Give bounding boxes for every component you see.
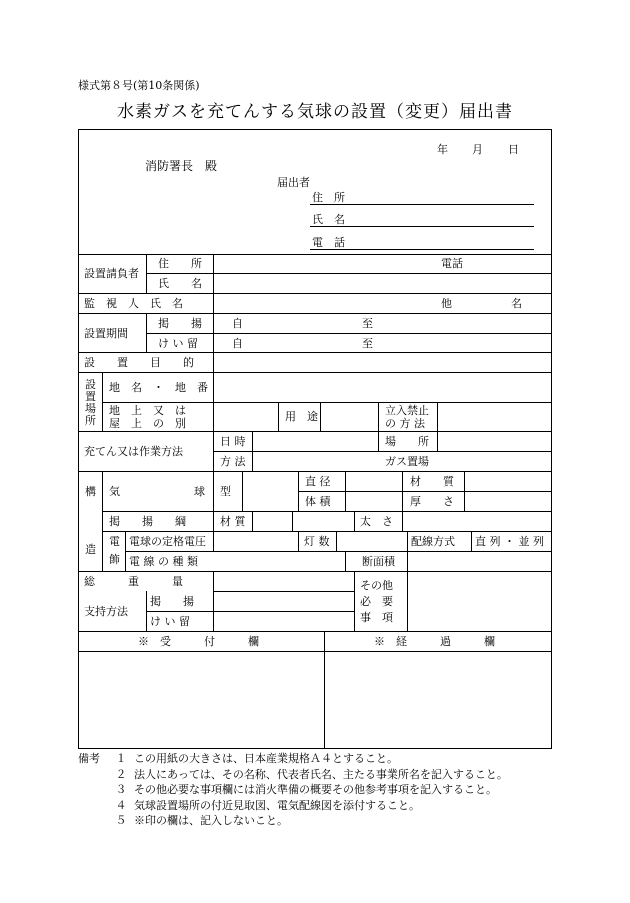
- other-matters-label-2: 必 要: [360, 595, 393, 608]
- name-line: [310, 226, 534, 227]
- wire-type-label: 電 線 の 種 類: [129, 555, 198, 568]
- purpose-label: 設 置 目 的: [84, 356, 194, 369]
- contractor-address-label: 住 所: [158, 257, 202, 270]
- form-number: 様式第８号(第10条関係): [78, 79, 200, 92]
- noentry-label-2: の 方 法: [385, 417, 425, 430]
- note-item: ２ 法人にあっては、その名称、代表者氏名、主たる事業所名を記入すること。: [115, 767, 508, 781]
- raise-to: 至: [362, 317, 373, 330]
- raise-net-label: 掲 揚 綱: [109, 515, 186, 528]
- period-moor-label: け い 留: [158, 337, 198, 350]
- address-line: [310, 204, 534, 205]
- series-parallel-label: 直 列 ・ 並 列: [475, 535, 544, 548]
- notes-heading: 備考: [78, 752, 100, 765]
- volume-label: 体 積: [305, 495, 331, 508]
- period-label: 設置期間: [84, 327, 128, 340]
- method-label: 方 法: [220, 455, 246, 468]
- form-title: 水素ガスを充てんする気球の設置（変更）届出書: [117, 102, 513, 122]
- day-label: 日: [508, 143, 519, 156]
- rated-voltage-label: 電球の定格電圧: [129, 535, 206, 548]
- structure-label-1: 構: [85, 485, 96, 498]
- note-item: ４ 気球設置場所の付近見取図、電気配線図を添付すること。: [115, 798, 420, 812]
- lamp-count-label: 灯 数: [304, 535, 330, 548]
- place-label-2: 置: [85, 390, 96, 403]
- material-label: 材 質: [410, 475, 454, 488]
- moor-from: 自: [232, 337, 243, 350]
- decoration-label-2: 飾: [109, 553, 120, 566]
- note-item: ３ その他必要な事項欄には消火準備の概要その他参考事項を記入すること。: [115, 783, 497, 796]
- place-label-4: 所: [85, 414, 96, 427]
- cross-section-label: 断面積: [362, 555, 395, 568]
- structure-label-2: 造: [85, 543, 96, 556]
- other-matters-label-1: その他: [360, 579, 393, 592]
- contractor-name-label: 氏 名: [158, 277, 202, 290]
- others-prefix: 他: [441, 297, 452, 310]
- addressee: 消防署長 殿: [145, 159, 218, 173]
- notifier-phone-label: 電 話: [312, 236, 345, 249]
- others-suffix: 名: [511, 297, 522, 310]
- period-raise-label: 掲 揚: [158, 317, 202, 330]
- shape-label: 型: [220, 485, 231, 498]
- notifier-label: 届出者: [277, 176, 310, 189]
- receipt-column-header: ※ 受 付 欄: [138, 635, 259, 648]
- use-label: 用 途: [285, 410, 318, 423]
- moor-to: 至: [362, 337, 373, 350]
- net-thickness-label: 太 さ: [360, 515, 393, 528]
- place-label-1: 設: [85, 378, 96, 391]
- raise-from: 自: [232, 317, 243, 330]
- year-label: 年: [437, 143, 448, 156]
- datetime-label: 日 時: [220, 435, 246, 448]
- support-raise-label: 掲 揚: [150, 595, 194, 608]
- place-label-3: 場: [85, 402, 96, 415]
- decoration-label-1: 電: [109, 535, 120, 548]
- contractor-label: 設置請負者: [84, 267, 139, 280]
- contractor-phone-label: 電話: [441, 257, 463, 270]
- fill-place-label: 場 所: [385, 435, 429, 448]
- month-label: 月: [472, 143, 483, 156]
- notifier-address-label: 住 所: [312, 191, 345, 204]
- net-material-label: 材 質: [220, 515, 246, 528]
- thickness-label: 厚 さ: [410, 495, 454, 508]
- note-item: ５ ※印の欄は、記入しないこと。: [115, 814, 288, 827]
- progress-column-header: ※ 経 過 欄: [374, 635, 495, 648]
- notes-section: [78, 750, 508, 828]
- supervisor-label: 監 視 人 氏 名: [84, 297, 183, 310]
- balloon-label-2: 球: [194, 485, 205, 498]
- ground-roof-label-2: 屋 上 の 別: [109, 417, 186, 430]
- noentry-label-1: 立入禁止: [385, 404, 429, 417]
- place-name-label: 地 名 ・ 地 番: [109, 381, 208, 394]
- phone-line: [310, 249, 534, 250]
- total-weight-label: 総 重 量: [84, 575, 183, 588]
- support-method-label: 支持方法: [84, 605, 128, 618]
- note-item: 備考 １ この用紙の大きさは、日本産業規格Ａ４とすること。: [78, 752, 398, 765]
- notifier-name-label: 氏 名: [312, 213, 345, 226]
- support-moor-label: け い 留: [150, 615, 190, 628]
- other-matters-label-3: 事 項: [360, 611, 393, 624]
- balloon-label-1: 気: [109, 485, 120, 498]
- gas-storage-label: ガス置場: [385, 455, 429, 468]
- diameter-label: 直 径: [305, 475, 331, 488]
- ground-roof-label-1: 地 上 又 は: [109, 404, 186, 417]
- fill-method-label: 充てん又は作業方法: [84, 445, 183, 458]
- wiring-method-label: 配線方式: [411, 535, 455, 548]
